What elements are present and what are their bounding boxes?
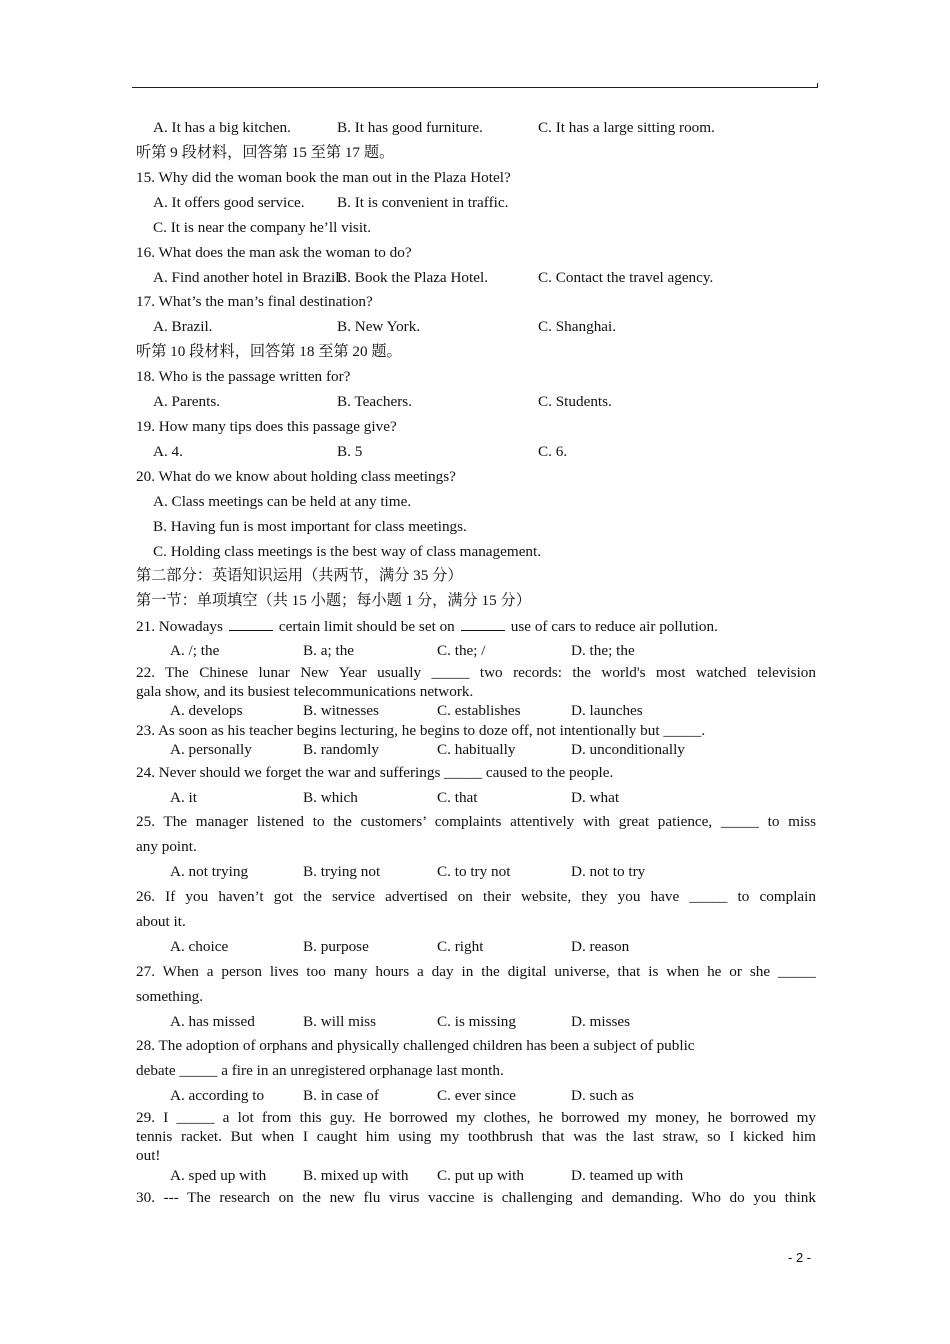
text-line: out!	[136, 1147, 161, 1164]
question-segment: use of cars to reduce air pollution.	[510, 618, 718, 635]
answer-option: C. establishes	[437, 702, 521, 719]
answer-option: A. 4.	[153, 443, 183, 460]
answer-option: B. Having fun is most important for class meetings.	[153, 518, 467, 535]
answer-option: D. reason	[571, 938, 630, 955]
answer-option: C. is missing	[437, 1013, 516, 1030]
answer-option: C. Shanghai.	[538, 318, 617, 335]
page-number: - 2 -	[788, 1250, 812, 1265]
header-rule-tick	[817, 83, 818, 88]
answer-option: C. right	[437, 938, 484, 955]
answer-option: B. in case of	[303, 1087, 379, 1104]
answer-option: B. Book the Plaza Hotel.	[337, 269, 489, 286]
text-line: 第一节：单项填空（共 15 小题；每小题 1 分，满分 15 分）	[136, 592, 531, 609]
text-line: 24. Never should we forget the war and sufferings _____ caused to the people.	[136, 764, 614, 781]
answer-option: C. that	[437, 789, 478, 806]
answer-option: C. It has a large sitting room.	[538, 119, 715, 136]
answer-option: C. the; /	[437, 642, 486, 659]
answer-option: C. It is near the company he’ll visit.	[153, 219, 372, 236]
answer-option: A. /; the	[170, 642, 220, 659]
text-line: 23. As soon as his teacher begins lecturing, he begins to doze off, not intentionally but _____.	[136, 722, 706, 739]
answer-option: C. Contact the travel agency.	[538, 269, 714, 286]
answer-option: A. personally	[170, 741, 252, 758]
answer-option: A. Class meetings can be held at any time.	[153, 493, 412, 510]
answer-option: D. not to try	[571, 863, 646, 880]
answer-option: D. such as	[571, 1087, 634, 1104]
header-rule	[132, 87, 818, 88]
answer-option: B. trying not	[303, 863, 381, 880]
answer-blank	[229, 618, 273, 631]
answer-option: B. a; the	[303, 642, 355, 659]
answer-option: B. It is convenient in traffic.	[337, 194, 509, 211]
answer-option: D. launches	[571, 702, 643, 719]
text-line: 15. Why did the woman book the man out in the Plaza Hotel?	[136, 169, 511, 186]
answer-option: B. will miss	[303, 1013, 377, 1030]
text-line: 第二部分：英语知识运用（共两节，满分 35 分）	[136, 567, 463, 584]
text-line: 25. The manager listened to the customers’ complaints attentively with great patience, _____ to miss	[136, 813, 816, 830]
answer-option: A. choice	[170, 938, 229, 955]
answer-option: C. Students.	[538, 393, 612, 410]
answer-option: D. unconditionally	[571, 741, 685, 758]
answer-option: B. 5	[337, 443, 363, 460]
answer-option: B. New York.	[337, 318, 421, 335]
text-line: 20. What do we know about holding class meetings?	[136, 468, 456, 485]
text-line: debate _____ a fire in an unregistered orphanage last month.	[136, 1062, 504, 1079]
text-line: 22. The Chinese lunar New Year usually _____ two records: the world's most watched television	[136, 664, 816, 681]
answer-option: B. purpose	[303, 938, 369, 955]
answer-option: C. Holding class meetings is the best way of class management.	[153, 543, 542, 560]
answer-option: D. misses	[571, 1013, 631, 1030]
answer-option: B. randomly	[303, 741, 379, 758]
answer-option: B. It has good furniture.	[337, 119, 483, 136]
text-line: 19. How many tips does this passage give?	[136, 418, 397, 435]
answer-option: C. put up with	[437, 1167, 524, 1184]
answer-option: B. Teachers.	[337, 393, 412, 410]
answer-option: A. according to	[170, 1087, 265, 1104]
question-line	[136, 618, 816, 636]
text-line: 听第 9 段材料，回答第 15 至第 17 题。	[136, 144, 395, 161]
answer-option: A. sped up with	[170, 1167, 267, 1184]
answer-option: A. has missed	[170, 1013, 255, 1030]
answer-option: A. It has a big kitchen.	[153, 119, 291, 136]
text-line: 30. --- The research on the new flu virus vaccine is challenging and demanding. Who do you think	[136, 1189, 816, 1206]
text-line: 26. If you haven’t got the service advertised on their website, they you have _____ to complain	[136, 888, 816, 905]
answer-option: A. not trying	[170, 863, 249, 880]
answer-option: C. 6.	[538, 443, 568, 460]
text-line: 27. When a person lives too many hours a day in the digital universe, that is when he or she _____	[136, 963, 816, 980]
answer-option: A. It offers good service.	[153, 194, 305, 211]
answer-option: B. mixed up with	[303, 1167, 409, 1184]
answer-option: A. it	[170, 789, 198, 806]
answer-option: B. witnesses	[303, 702, 379, 719]
answer-option: A. Parents.	[153, 393, 221, 410]
answer-blank	[461, 618, 505, 631]
answer-option: D. what	[571, 789, 620, 806]
text-line: 18. Who is the passage written for?	[136, 368, 351, 385]
answer-option: D. teamed up with	[571, 1167, 684, 1184]
text-line: gala show, and its busiest telecommunications network.	[136, 683, 474, 700]
answer-option: B. which	[303, 789, 358, 806]
answer-option: C. to try not	[437, 863, 511, 880]
answer-option: C. ever since	[437, 1087, 516, 1104]
text-line: 28. The adoption of orphans and physically challenged children has been a subject of public	[136, 1037, 695, 1054]
text-line: 29. I _____ a lot from this guy. He borrowed my clothes, he borrowed my money, he borrowed my	[136, 1109, 816, 1126]
text-line: 听第 10 段材料，回答第 18 至第 20 题。	[136, 343, 402, 360]
answer-option: A. Brazil.	[153, 318, 213, 335]
text-line: 17. What’s the man’s final destination?	[136, 293, 373, 310]
question-segment: certain limit should be set on	[278, 618, 455, 635]
question-segment: 21. Nowadays	[136, 618, 223, 635]
answer-option: A. develops	[170, 702, 243, 719]
text-line: about it.	[136, 913, 186, 930]
text-line: 16. What does the man ask the woman to do?	[136, 244, 412, 261]
answer-option: A. Find another hotel in Brazil.	[153, 269, 344, 286]
text-line: tennis racket. But when I caught him using my toothbrush that was the last straw, so I kicked him	[136, 1128, 816, 1145]
text-line: any point.	[136, 838, 197, 855]
answer-option: D. the; the	[571, 642, 635, 659]
text-line: something.	[136, 988, 204, 1005]
answer-option: C. habitually	[437, 741, 516, 758]
